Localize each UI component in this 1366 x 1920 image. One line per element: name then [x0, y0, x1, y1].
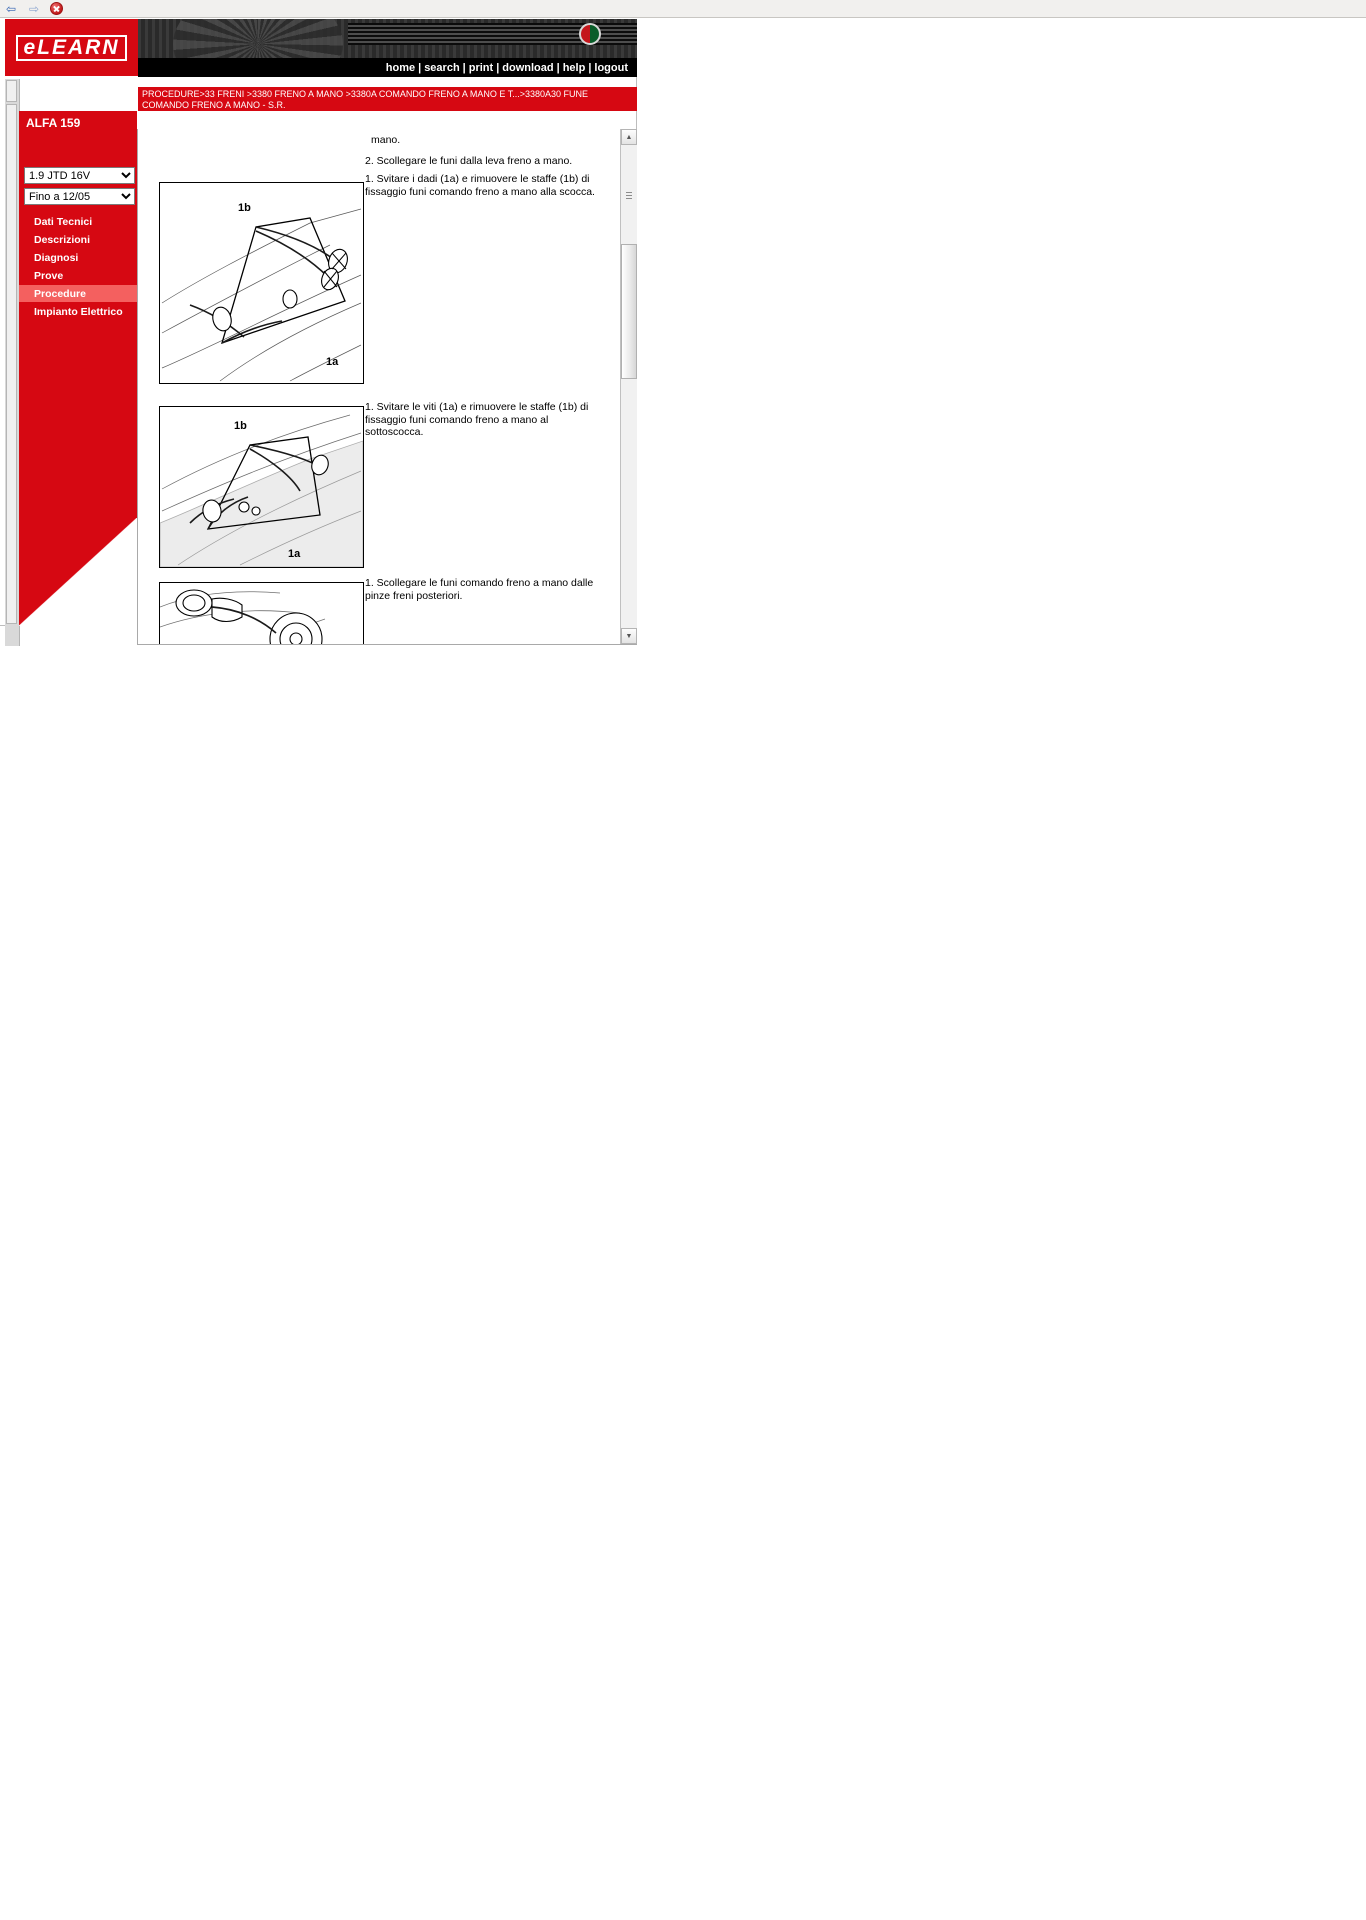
stop-icon[interactable] [50, 2, 63, 15]
alfa-romeo-badge-icon [579, 23, 601, 45]
rail-segment-top [6, 80, 17, 102]
svg-text:1b: 1b [234, 420, 247, 432]
content-pane [138, 129, 637, 644]
browser-toolbar [0, 0, 1366, 18]
back-arrow-icon[interactable]: ⇦ [5, 1, 17, 16]
figure-3-drawing [160, 583, 363, 644]
page-title: ALFA 159 [26, 116, 81, 130]
sidebar-item-procedure[interactable] [19, 285, 137, 303]
sidebar-menu [19, 213, 137, 321]
sidebar [19, 111, 137, 626]
figure-handbrake-cable-body[interactable] [159, 182, 364, 384]
nav-separator: | [496, 61, 500, 74]
sidebar-item-label: Impianto Elettrico [34, 305, 123, 318]
content-top-fragment: mano. [371, 134, 401, 146]
period-select[interactable] [24, 188, 135, 205]
nav-print[interactable]: print [468, 61, 494, 74]
sidebar-item-label: Procedure [34, 287, 86, 300]
nav-separator: | [462, 61, 466, 74]
nav-download[interactable]: download [502, 61, 554, 74]
engine-select[interactable] [24, 167, 135, 184]
sidebar-item-diagnosi[interactable] [19, 249, 137, 267]
scroll-up-icon[interactable]: ▲ [621, 129, 637, 145]
top-navigation [138, 58, 637, 77]
nav-search[interactable]: search [424, 61, 460, 74]
step-text-1b: 1. Svitare le viti (1a) e rimuovere le staffe (1b) di fissaggio funi comando freno a mano al sottoscocca. [365, 401, 589, 438]
figure-handbrake-cable-underbody[interactable] [159, 406, 364, 568]
nav-separator: | [556, 61, 560, 74]
step-text-2: 2. Scollegare le funi dalla leva freno a mano. [365, 155, 573, 167]
nav-separator: | [588, 61, 592, 74]
web-page [0, 19, 1366, 640]
step-text-caliper: 1. Scollegare le funi comando freno a mano dalle pinze freni posteriori. [365, 577, 594, 602]
rail-segment-main [6, 104, 17, 624]
content-scrollbar[interactable] [620, 129, 637, 644]
sidebar-item-dati-tecnici[interactable] [19, 213, 137, 231]
left-rail [5, 79, 20, 646]
figure-1-drawing [160, 183, 363, 383]
figure-rear-caliper-cable[interactable] [159, 582, 364, 644]
elearn-logo-text: eLEARN [16, 35, 126, 61]
sidebar-item-label: Prove [34, 269, 64, 282]
sidebar-item-label: Descrizioni [34, 233, 91, 246]
sidebar-item-label: Dati Tecnici [34, 215, 93, 228]
sidebar-item-label: Diagnosi [34, 251, 79, 264]
nav-home[interactable]: home [385, 61, 416, 74]
nav-separator: | [418, 61, 422, 74]
scroll-down-icon[interactable]: ▼ [621, 628, 637, 644]
svg-text:1a: 1a [326, 356, 339, 368]
svg-text:1a: 1a [288, 548, 301, 560]
sidebar-item-impianto-elettrico[interactable] [19, 303, 137, 321]
elearn-logo[interactable] [5, 19, 140, 76]
breadcrumb: PROCEDURE>33 FRENI >3380 FRENO A MANO >3380A COMANDO FRENO A MANO E T...>3380A30 FUNE COMANDO FRENO A MANO - S.R. [138, 87, 637, 111]
svg-text:1b: 1b [238, 202, 251, 214]
scrollbar-thumb[interactable] [621, 244, 637, 379]
nav-logout[interactable]: logout [594, 61, 628, 74]
forward-arrow-icon[interactable]: ⇨ [28, 1, 40, 16]
step-text-1a: 1. Svitare i dadi (1a) e rimuovere le staffe (1b) di fissaggio funi comando freno a mano alla scocca. [365, 173, 595, 198]
sidebar-taper [19, 518, 137, 626]
content-body [138, 129, 619, 644]
figure-2-drawing [160, 407, 363, 567]
sidebar-item-descrizioni[interactable] [19, 231, 137, 249]
sidebar-item-prove[interactable] [19, 267, 137, 285]
site-header [5, 19, 637, 79]
nav-help[interactable]: help [562, 61, 586, 74]
scrollbar-grip [626, 192, 632, 199]
